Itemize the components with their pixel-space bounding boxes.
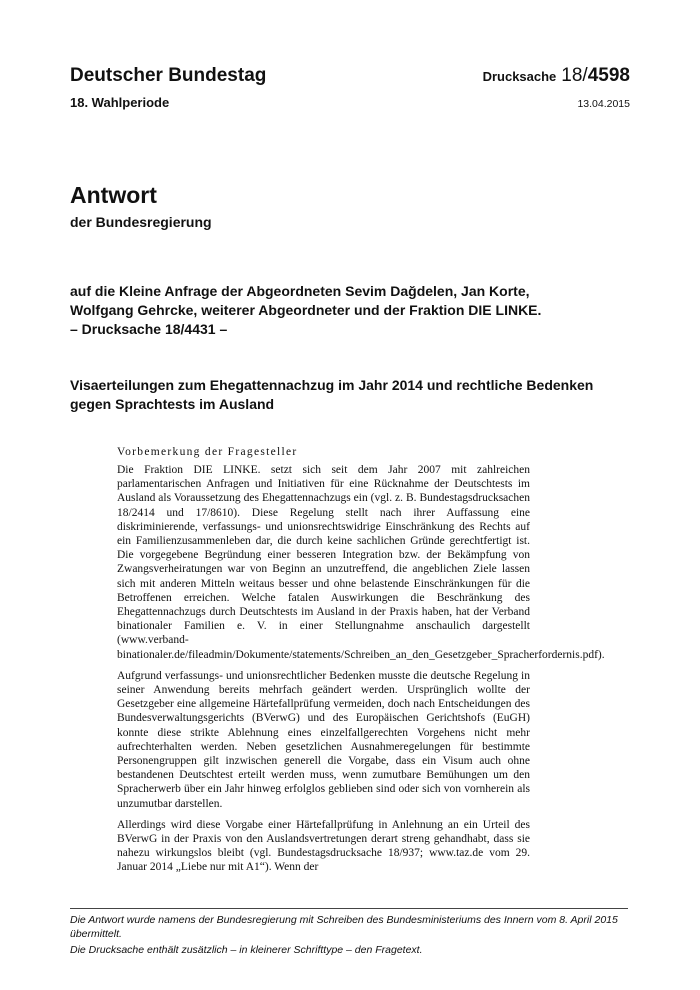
request-line: – Drucksache 18/4431 – — [70, 321, 228, 337]
vorbemerkung-heading: Vorbemerkung der Fragesteller — [117, 446, 298, 458]
header-right — [483, 64, 630, 110]
institution-name: Deutscher Bundestag — [70, 65, 267, 86]
footer-note: Die Drucksache enthält zusätzlich – in kleinerer Schrifttype – den Fragetext. — [70, 944, 423, 956]
drucksache-prefix: 18/ — [561, 65, 588, 86]
request-reference — [70, 282, 640, 339]
title-line: gegen Sprachtests im Ausland — [70, 396, 275, 412]
footer-notes — [70, 914, 640, 961]
header-left — [70, 64, 266, 110]
request-line: auf die Kleine Anfrage der Abgeordneten Sevim Dağdelen, Jan Korte, — [70, 283, 530, 299]
drucksache-label: Drucksache — [482, 69, 557, 84]
wahlperiode: 18. Wahlperiode — [70, 95, 170, 110]
drucksache-number: 4598 — [587, 65, 630, 86]
document-type: Antwort — [70, 182, 157, 208]
title-line: Visaerteilungen zum Ehegattennachzug im Jahr 2014 und rechtliche Bedenken — [70, 377, 594, 393]
document-author: der Bundesregierung — [70, 214, 212, 230]
drucksache-number-line — [483, 64, 630, 89]
vorbemerkung-section — [117, 446, 605, 882]
request-line: Wolfgang Gehrcke, weiterer Abgeordneter und der Fraktion DIE LINKE. — [70, 302, 542, 318]
document-date: 13.04.2015 — [577, 98, 630, 110]
vorbemerkung-paragraph: Allerdings wird diese Vorgabe einer Härtefallprüfung in Anlehnung an ein Urteil des BVerwG in der Praxis von den Auslandsvertretungen derart streng gehandhabt, dass sie nahezu wirkungslos bleibt (vgl. Bundestagsdrucksache 18/937; www.taz.de vom 29. Januar 2014 „Liebe nur mit A1“). Wenn der — [117, 818, 530, 874]
vorbemerkung-paragraph: Die Fraktion DIE LINKE. setzt sich seit dem Jahr 2007 mit zahlreichen parlamentarischen Anfragen und Initiativen für eine Rücknahme der Deutschtests im Ausland als Voraussetzung des Ehegattennachzugs ein (vgl. z. B. Bundestagsdrucksachen 18/2414 und 17/8610). Diese Regelung stellt nach ihrer Auffassung eine diskriminierende, verfassungs- und unionsrechtswidrige Einschränkung des Rechts auf ein Familienzusammenleben dar, die durch keine sachlichen Gründe gerechtfertigt ist. Die vorgegebene Begründung einer besseren Integration bzw. der Bekämpfung von Zwangsverheiratungen war von Beginn an unzutreffend, die angeblichen Ziele lassen sich mit anderen Mitteln weitaus besser und ohne belastende Einschränkungen für die Betroffenen erreichen. Welche fatalen Auswirkungen die Beschränkung des Ehegattennachzugs durch Deutschtests im Ausland in der Praxis haben, hat der Verband binationaler Familien e. V. in einer Stellungnahme anschaulich dargestellt (www.verband-binationaler.de/fileadmin/Dokumente/statements/Schreiben_an_den_Gesetzgeber_Spracherfordernis.pdf). — [117, 464, 605, 661]
footer-note: Die Antwort wurde namens der Bundesregierung mit Schreiben des Bundesministeriums des Innern vom 8. April 2015 übermittelt. — [70, 914, 618, 940]
vorbemerkung-paragraph: Aufgrund verfassungs- und unionsrechtlicher Bedenken musste die deutsche Regelung in seiner Anwendung bereits mehrfach geändert werden. Ursprünglich wollte der Gesetzgeber eine allgemeine Härtefallprüfung vermeiden, doch nach Entscheidungen des Bundesverwaltungsgerichts (BVerwG) und des Europäischen Gerichtshofs (EuGH) konnte diese strikte Ablehnung eines einzelfallgerechten Vorgehens nicht mehr aufrechterhalten werden. Neben gesetzlichen Ausnahmeregelungen für bestimmte Personengruppen gilt inzwischen generell die Vorgabe, dass ein Visum auch ohne bestandenen Deutschtest erteilt werden muss, wenn zumutbare Bemühungen um den Spracherwerb über ein Jahr hinweg erfolglos geblieben sind oder sich von vornherein als unzumutbar darstellen. — [117, 669, 530, 810]
document-title — [70, 376, 640, 414]
footer-divider — [70, 908, 628, 909]
